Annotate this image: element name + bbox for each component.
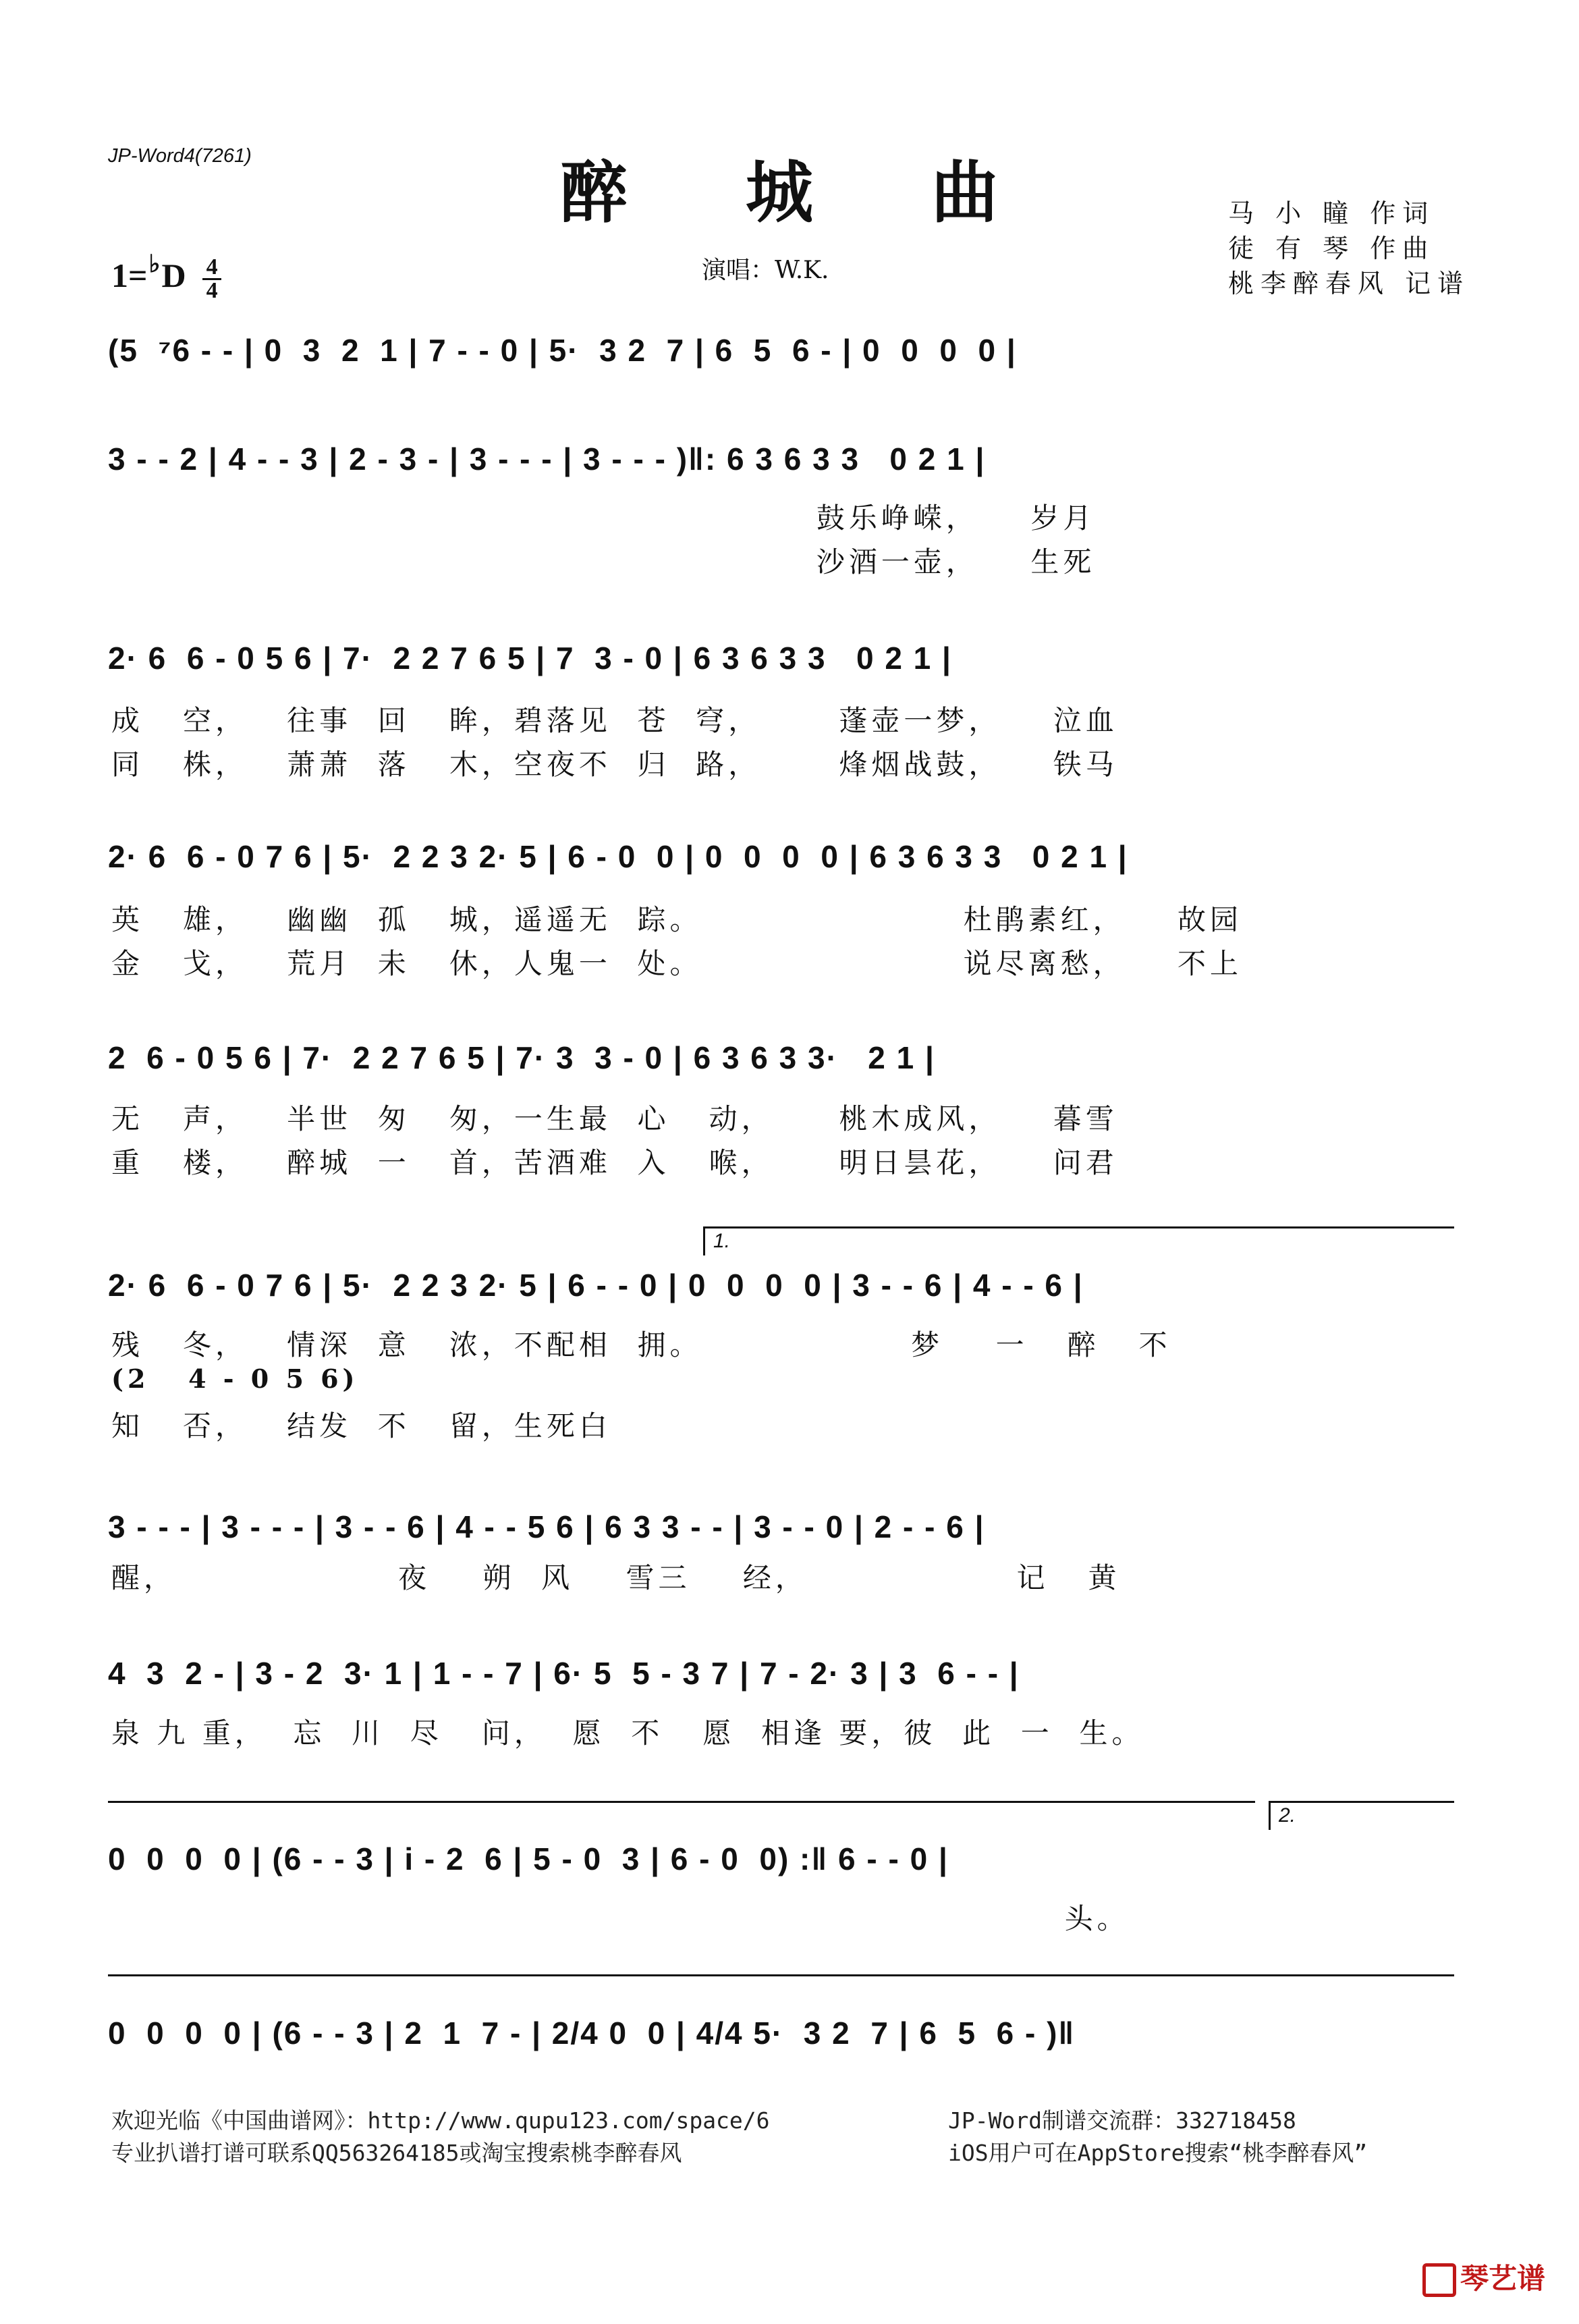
footer-website: 欢迎光临《中国曲谱网》：http://www.qupu123.com/space/6 xyxy=(111,2107,770,2134)
footer-right xyxy=(948,2105,1367,2169)
lyric-line-verse2: 同 株， 萧萧 落 木，空夜不 归 路， 烽烟战鼓， 铁马 xyxy=(111,748,1118,781)
key-signature xyxy=(111,250,221,302)
notation-line: (5 ⁷6 - - | 0 3 2 1 | 7 - - 0 | 5· 3 2 7 | 6 5 6 - | 0 0 0 0 | xyxy=(108,333,1017,368)
time-sig-bottom: 4 xyxy=(206,278,218,304)
time-signature xyxy=(202,256,221,302)
lyric-line-verse2: 沙酒一壶， 生死 xyxy=(111,545,1096,578)
system-rule xyxy=(108,1974,1454,1976)
system-rule xyxy=(108,1801,1255,1803)
footer-group: JP-Word制谱交流群：332718458 xyxy=(948,2107,1296,2134)
lyric-line-verse1: 英 雄， 幽幽 孤 城，遥遥无 踪。 杜鹃素红， 故园 xyxy=(111,903,1242,936)
notation-line: 2 6 - 0 5 6 | 7· 2 2 7 6 5 | 7· 3 3 - 0 | 6 3 6 3 3· 2 1 | xyxy=(108,1040,935,1075)
brand-icon xyxy=(1422,2263,1456,2297)
notation-line: 2· 6 6 - 0 7 6 | 5· 2 2 3 2· 5 | 6 - - 0 | 0 0 0 0 | 3 - - 6 | 4 - - 6 | xyxy=(108,1268,1084,1303)
transcriber: 桃李醉春风 记谱 xyxy=(1228,269,1470,298)
time-sig-top: 4 xyxy=(206,254,218,280)
flat-sign: ♭ xyxy=(148,250,161,277)
lyric-alt-notation: (2 4 - 0 5 6) xyxy=(111,1363,359,1394)
footer-left xyxy=(111,2105,770,2169)
singer: 演唱：W.K. xyxy=(702,256,829,284)
key-prefix: 1= xyxy=(111,256,148,294)
lyric-line-verse2: 知 否， 结发 不 留，生死白 xyxy=(111,1409,611,1442)
volta-1-label: 1. xyxy=(713,1230,731,1252)
lyric-line-verse1: 头。 xyxy=(111,1902,1130,1935)
notation-line: 4 3 2 - | 3 - 2 3· 1 | 1 - - 7 | 6· 5 5 - 3 7 | 7 - 2· 3 | 3 6 - - | xyxy=(108,1656,1020,1691)
volta-2-label: 2. xyxy=(1279,1804,1296,1827)
footer-ios: iOS用户可在AppStore搜索“桃李醉春风” xyxy=(948,2140,1368,2166)
lyric-line-verse1: 无 声， 半世 匆 匆，一生最 心 动， 桃木成风， 暮雪 xyxy=(111,1102,1118,1135)
volta-bracket-1 xyxy=(703,1226,1454,1255)
lyric-line-verse1: 成 空， 往事 回 眸，碧落见 苍 穹， 蓬壶一梦， 泣血 xyxy=(111,704,1118,737)
lyricist: 马 小 瞳 作词 xyxy=(1228,198,1435,228)
volta-bracket-2 xyxy=(1269,1801,1454,1830)
credits xyxy=(1228,196,1470,301)
score-title: 醉 城 曲 xyxy=(560,153,1046,232)
brand-logo xyxy=(1422,2257,1545,2298)
composer: 徒 有 琴 作曲 xyxy=(1228,234,1435,263)
footer-contact: 专业扒谱打谱可联系QQ563264185或淘宝搜索桃李醉春风 xyxy=(111,2140,682,2166)
lyric-line-verse2: 重 楼， 醉城 一 首，苦酒难 入 喉， 明日昙花， 问君 xyxy=(111,1146,1118,1179)
notation-line: 2· 6 6 - 0 7 6 | 5· 2 2 3 2· 5 | 6 - 0 0 | 0 0 0 0 | 6 3 6 3 3 0 2 1 | xyxy=(108,839,1128,874)
notation-line: 0 0 0 0 | (6 - - 3 | 2 1 7 - | 2/4 0 0 | 4/4 5· 3 2 7 | 6 5 6 - )‖ xyxy=(108,2016,1076,2051)
lyric-line-verse1: 鼓乐峥嵘， 岁月 xyxy=(111,502,1096,535)
lyric-line-verse1: 泉 九 重， 忘 川 尽 问， 愿 不 愿 相逢 要，彼 此 一 生。 xyxy=(111,1717,1144,1750)
notation-line: 3 - - - | 3 - - - | 3 - - 6 | 4 - - 5 6 | 6 3 3 - - | 3 - - 0 | 2 - - 6 | xyxy=(108,1509,985,1544)
notation-line: 2· 6 6 - 0 5 6 | 7· 2 2 7 6 5 | 7 3 - 0 | 6 3 6 3 3 0 2 1 | xyxy=(108,641,952,676)
lyric-line-verse2: 金 戈， 荒月 未 休，人鬼一 处。 说尽离愁， 不上 xyxy=(111,947,1242,980)
lyric-line-verse1: 醒， 夜 朔 风 雪三 经， 记 黄 xyxy=(111,1561,1121,1594)
brand-name: 琴艺谱 xyxy=(1460,2261,1545,2295)
notation-line: 0 0 0 0 | (6 - - 3 | i - 2 6 | 5 - 0 3 | 6 - 0 0) :‖ 6 - - 0 | xyxy=(108,1841,949,1876)
lyric-line-verse1: 残 冬， 情深 意 浓，不配相 拥。 梦 一 醉 不 xyxy=(111,1328,1171,1361)
notation-line: 3 - - 2 | 4 - - 3 | 2 - 3 - | 3 - - - | 3 - - - )‖: 6 3 6 3 3 0 2 1 | xyxy=(108,441,986,477)
software-label: JP-Word4(7261) xyxy=(108,145,252,167)
key-note: D xyxy=(161,256,186,294)
